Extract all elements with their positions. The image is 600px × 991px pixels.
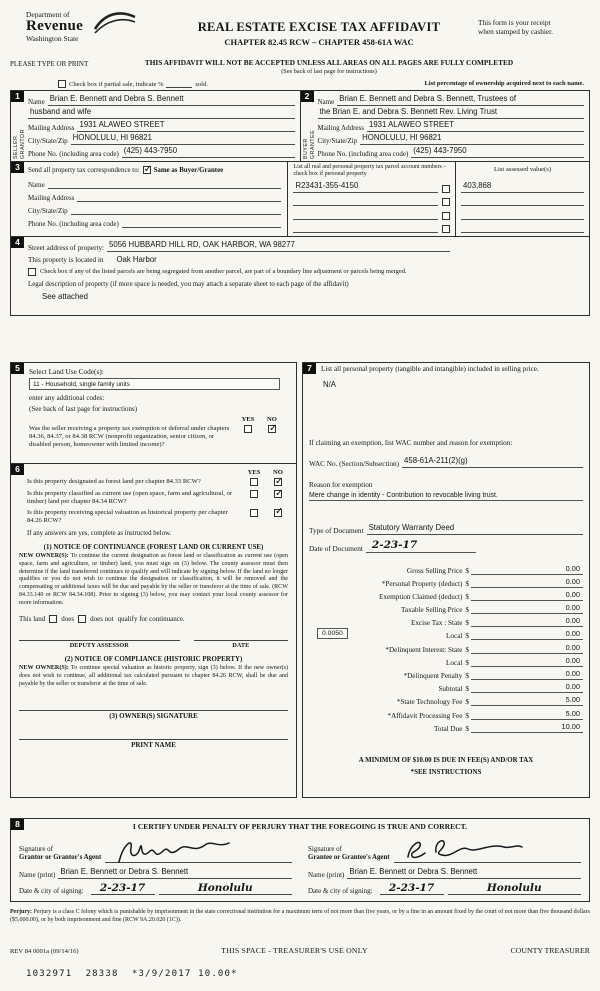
seller-address-label: Mailing Address: [28, 124, 75, 132]
grantor-city-input[interactable]: Honolulu: [159, 883, 292, 895]
assessor-signature-row: [19, 640, 288, 649]
assessed-values-header: List assessed value(s): [493, 166, 552, 173]
exemption-no-checkbox[interactable]: [268, 425, 276, 433]
delinquent-interest-local-input[interactable]: 0.00: [471, 656, 583, 667]
grantor-name-print-input[interactable]: Brian E. Bennett or Debra S. Bennett: [58, 867, 292, 879]
delinquent-penalty-input[interactable]: 0.00: [471, 669, 583, 680]
agency-state-label: Washington State: [26, 34, 79, 43]
fee-row-technology-fee: *State Technology Fee $ 5.00: [309, 693, 583, 706]
forest-land-question-row: [11, 476, 296, 488]
doc-type-input[interactable]: Statutory Warranty Deed: [367, 523, 583, 535]
excise-tax-local-label: Local: [446, 632, 463, 641]
state-technology-fee-input[interactable]: 5.00: [471, 695, 583, 706]
grantee-date-city-label: Date & city of signing:: [308, 887, 373, 895]
parcel-row-4: [293, 220, 450, 234]
seller-side-word-1: SELLER: [13, 135, 19, 159]
taxable-selling-price-label: Taxable Selling Price: [401, 606, 463, 615]
notice-compliance-lead: NEW OWNER(S):: [19, 665, 69, 672]
assessor-date-line[interactable]: DATE: [194, 640, 288, 649]
section-3-badge: 3: [11, 162, 24, 173]
buyer-address-label: Mailing Address: [317, 124, 364, 132]
receipt-note-line-1: This form is your receipt: [478, 18, 551, 27]
correspondence-column: [11, 162, 288, 236]
excise-tax-state-input[interactable]: 0.00: [471, 616, 583, 627]
grantee-name-print-label: Name (print): [308, 871, 345, 879]
notice-continuance-body: [19, 553, 288, 607]
designation-section: [10, 463, 297, 798]
current-use-question: Is this property classified as current use (open space, farm and agricultural, or timber) land per chapter 84.34 RCW?: [27, 490, 233, 506]
grantor-name-print-label: Name (print): [19, 871, 56, 879]
property-location-section: [10, 236, 590, 316]
does-label: does: [61, 615, 75, 624]
parcel-numbers-column: [288, 162, 456, 236]
receipt-note-line-2: when stamped by cashier.: [478, 27, 553, 37]
forest-land-question: Is this property designated as forest land per chapter 84.33 RCW?: [27, 478, 201, 485]
type-or-print-label: PLEASE TYPE OR PRINT: [10, 60, 89, 68]
fee-row-excise-local: 0.0050 Local $ 0.00: [309, 627, 583, 640]
exemption-yes-checkbox[interactable]: [244, 425, 252, 433]
notice-continuance-text: To continue the current designation as forest land or classification as current use (open space, farm and agriculture, or timber) land, you must sign on (3) below. The county assessor must then determine if the land transferred continues to qualify and will indicate by signing below. If the land no longer qualifies or you do not wish to continue the designation or classification, it will be removed and the compensating or additional taxes will be due and payable by the seller or transferor at the time of sale. (RCW 84.33.140 or RCW 84.34.108). Prior to signing (3) below, you may contact your local county assessor for more information.: [19, 553, 288, 606]
taxable-selling-price-input[interactable]: 0.00: [471, 603, 583, 614]
affidavit-processing-fee-input[interactable]: 5.00: [471, 709, 583, 720]
buyer-name-input[interactable]: Brian E. Bennett and Debra S. Bennett, Trustees of: [337, 94, 584, 106]
wac-number-label: WAC No. (Section/Subsection): [309, 460, 400, 469]
assessed-row-3: [461, 206, 584, 220]
grantee-signature-label: [308, 846, 390, 863]
historic-yes-checkbox[interactable]: [250, 509, 258, 517]
current-use-question-row: [11, 488, 296, 506]
forest-no-checkbox[interactable]: [274, 478, 282, 486]
grantor-signature-field[interactable]: [105, 833, 292, 863]
cashier-receipt-stamp: 1032971 28338 *3/9/2017 10.00*: [26, 969, 238, 979]
grantor-signature-label: [19, 846, 101, 863]
seller-name-input-line2[interactable]: husband and wife: [28, 107, 295, 119]
completion-warning: THIS AFFIDAVIT WILL NOT BE ACCEPTED UNLESS ALL AREAS ON ALL PAGES ARE FULLY COMPLETED: [144, 58, 514, 67]
seller-side-word-2: GRANTOR: [20, 128, 26, 159]
land-use-section: [10, 362, 297, 464]
affidavit-processing-fee-label: *Affidavit Processing Fee: [387, 711, 463, 720]
assessed-value-input-3[interactable]: [461, 218, 584, 220]
buyer-side-word-2: GRANTEE: [309, 129, 316, 159]
grantor-signature-of-label: Signature of: [19, 845, 53, 853]
grantor-date-city-label: Date & city of signing:: [19, 887, 84, 895]
notice-compliance-title: (2) NOTICE OF COMPLIANCE (HISTORIC PROPERTY): [64, 656, 243, 664]
deputy-assessor-signature-line[interactable]: DEPUTY ASSESSOR: [19, 640, 180, 649]
fee-row-delinquent-interest-local: Local $ 0.00: [309, 654, 583, 667]
legal-description-label: Legal description of property (if more space is needed, you may attach a separate sheet to each page of the affidavit): [28, 281, 349, 288]
subtotal-label: Subtotal: [438, 685, 463, 694]
exemption-intro-label: If claiming an exemption, list WAC number and reason for exemption:: [309, 439, 513, 448]
located-in-value[interactable]: Oak Harbor: [116, 255, 157, 264]
grantor-signature-scribble: [111, 835, 241, 867]
forest-yes-checkbox[interactable]: [250, 478, 258, 486]
exemption-deferral-question: Was the seller receiving a property tax exemption or deferral under chapters 84.36, 84.37, or 84.38 RCW (nonprofit organization, senior citizen, or disabled person, homeowner with limited income)?: [29, 425, 230, 449]
grantee-date-input[interactable]: 2-23-17: [380, 883, 444, 895]
fee-row-subtotal: Subtotal $ 0.00: [309, 680, 583, 693]
agency-name-label: Revenue: [26, 18, 84, 34]
yes-column-label-6: YES: [247, 469, 261, 476]
personal-property-deduct-label: *Personal Property (deduct): [381, 579, 463, 588]
correspondence-name-input[interactable]: [48, 187, 282, 189]
correspondence-csz-label: City/State/Zip: [28, 207, 68, 215]
excise-tax-state-label: Excise Tax : State: [410, 619, 463, 628]
no-column-label: NO: [267, 416, 277, 423]
does-not-label: does not: [90, 615, 114, 624]
delinquent-interest-state-label: *Delinquent Interest: State: [385, 645, 463, 654]
title-block: [160, 8, 478, 47]
exemption-claimed-input[interactable]: 0.00: [471, 590, 583, 601]
wac-number-input[interactable]: 458-61A-211(2)(g): [402, 456, 583, 468]
certification-section: [10, 818, 590, 902]
see-instructions-note: *SEE INSTRUCTIONS: [410, 768, 482, 776]
yes-no-header-6: [11, 469, 296, 476]
instructions-row: [10, 58, 590, 75]
buyer-side-label: [303, 104, 316, 159]
parcel-number-input-3[interactable]: [293, 218, 438, 220]
seller-name-input[interactable]: Brian E. Bennett and Debra S. Bennett: [48, 94, 295, 106]
fee-row-gross: Gross Selling Price $ 0.00: [309, 561, 583, 574]
agency-logo-block: [10, 8, 160, 43]
dor-swoosh-logo-icon: [92, 9, 138, 35]
subtotal-input[interactable]: 0.00: [471, 682, 583, 693]
does-not-qualify-checkbox[interactable]: [78, 615, 86, 623]
fee-row-delinquent-penalty: *Delinquent Penalty $ 0.00: [309, 667, 583, 680]
if-yes-note: If any answers are yes, complete as instructed below.: [27, 530, 172, 538]
buyer-address-input[interactable]: 1931 ALAWEO STREET: [367, 120, 584, 132]
form-chapter-line: CHAPTER 82.45 RCW – CHAPTER 458-61A WAC: [224, 37, 414, 47]
treasurer-use-only-label: THIS SPACE - TREASURER'S USE ONLY: [221, 946, 368, 955]
land-use-label: Select Land Use Code(s):: [29, 366, 104, 376]
buyer-name-input-line2[interactable]: the Brian E. and Debra S. Bennett Rev. Living Trust: [318, 107, 585, 119]
gross-selling-price-label: Gross Selling Price: [406, 566, 463, 575]
street-address-input[interactable]: 5056 HUBBARD HILL RD, OAK HARBOR, WA 98277: [107, 240, 450, 252]
grantor-agent-label: Grantor or Grantor's Agent: [19, 854, 102, 862]
parcel-row-1: [293, 179, 450, 193]
excise-tax-local-input[interactable]: 0.00: [471, 629, 583, 640]
fee-table: [309, 561, 583, 732]
grantee-signature-scribble: [400, 835, 530, 867]
print-name-line[interactable]: PRINT NAME: [19, 739, 288, 749]
assessed-row-4: [461, 220, 584, 234]
parcel-row-3: [293, 206, 450, 220]
personal-property-checkbox-2[interactable]: [442, 198, 450, 206]
rev-form-number: REV 84 0001a (09/14/16): [10, 948, 79, 955]
section-2-badge: 2: [301, 91, 314, 102]
owners-signature-line[interactable]: (3) OWNER(S) SIGNATURE: [19, 710, 288, 720]
partial-sale-row: [10, 80, 590, 88]
street-address-label: Street address of property:: [28, 244, 105, 252]
grantee-date-city-row: [308, 883, 581, 895]
grantee-city-input[interactable]: Honolulu: [448, 883, 581, 895]
fee-row-processing-fee: *Affidavit Processing Fee $ 5.00: [309, 706, 583, 719]
seller-phone-label: Phone No. (including area code): [28, 150, 119, 158]
state-technology-fee-label: *State Technology Fee: [396, 698, 463, 707]
county-treasurer-label: COUNTY TREASURER: [510, 946, 590, 955]
tax-correspondence-section: [10, 161, 590, 237]
seller-csz-label: City/State/Zip: [28, 137, 68, 145]
fee-row-personal-property: *Personal Property (deduct) $ 0.00: [309, 575, 583, 588]
partial-sale-checkbox[interactable]: [58, 80, 66, 88]
personal-property-exemption-section: [302, 362, 590, 798]
fee-row-total-due: Total Due $ 10.00: [309, 720, 583, 733]
perjury-statement: [10, 908, 590, 924]
buyer-csz-input[interactable]: HONOLULU, HI 96821: [360, 133, 584, 145]
perjury-lead: Perjury:: [10, 909, 32, 915]
grantee-signature-block: [308, 833, 581, 863]
seller-phone-input[interactable]: (425) 443-7950: [122, 146, 295, 158]
segregated-label: Check box if any of the listed parcels are being segregated from another parcel, are part of a boundary line adjustment or parcels being merged.: [40, 268, 407, 275]
segregated-checkbox[interactable]: [28, 268, 36, 276]
parcel-row-2: [293, 193, 450, 207]
assessed-row-1: [461, 179, 584, 193]
personal-property-checkbox-3[interactable]: [442, 212, 450, 220]
minimum-fee-note: A MINIMUM OF $10.00 IS DUE IN FEE(S) AND/OR TAX: [358, 756, 534, 764]
buyer-side-word-1: BUYER: [302, 138, 309, 159]
fee-row-excise-state: Excise Tax : State $ 0.00: [309, 614, 583, 627]
parcel-number-input-2[interactable]: [293, 204, 438, 206]
fee-row-exemption-claimed: Exemption Claimed (deduct) $ 0.00: [309, 588, 583, 601]
exemption-deferral-question-row: [13, 423, 290, 450]
doc-date-label: Date of Document: [309, 544, 363, 554]
seller-csz-input[interactable]: HONOLULU, HI 96821: [71, 133, 295, 145]
local-rate-box: 0.0050: [317, 628, 348, 639]
seller-address-input[interactable]: 1931 ALAWEO STREET: [77, 120, 294, 132]
assessed-values-column: [456, 162, 589, 236]
notice-compliance-text: To continue special valuation as historic property, sign (3) below. If the new owner(s) does not wish to continue, all additional tax calculated pursuant to chapter 84.26 RCW, shall be due and payable by the seller or transferor at the time of sale.: [19, 665, 288, 687]
grantor-date-city-row: [19, 883, 308, 895]
land-use-code-input[interactable]: 11 - Household, single family units: [29, 378, 280, 390]
footer-row: [10, 946, 590, 955]
legal-description-value[interactable]: See attached: [42, 292, 88, 301]
parcel-number-input-1[interactable]: R23431-355-4150: [293, 181, 438, 193]
grantee-signature-field[interactable]: [394, 833, 581, 863]
fee-row-taxable: Taxable Selling Price $ 0.00: [309, 601, 583, 614]
delinquent-interest-state-input[interactable]: 0.00: [471, 643, 583, 654]
grantor-name-print-row: [19, 867, 308, 879]
land-use-see-back-note: (See back of last page for instructions): [29, 405, 138, 413]
buyer-grantee-section: [300, 91, 590, 161]
exemption-claimed-label: Exemption Claimed (deduct): [378, 592, 463, 601]
buyer-csz-label: City/State/Zip: [317, 137, 358, 145]
total-due-label: Total Due: [433, 724, 463, 733]
form-title: REAL ESTATE EXCISE TAX AFFIDAVIT: [197, 20, 441, 34]
qualify-suffix-label: qualify for continuance.: [117, 615, 185, 624]
certify-statement: I CERTIFY UNDER PENALTY OF PERJURY THAT THE FOREGOING IS TRUE AND CORRECT.: [132, 822, 468, 831]
grantee-agent-label: Grantee or Grantee's Agent: [308, 854, 390, 862]
see-back-note: (See back of last page for instructions): [281, 68, 377, 75]
correspondence-csz-input[interactable]: [71, 213, 282, 215]
assessed-value-input-1[interactable]: 403,868: [461, 181, 584, 193]
buyer-name-label: Name: [317, 98, 335, 106]
located-in-label: This property is located in: [28, 256, 104, 264]
receipt-note: [478, 8, 590, 37]
does-qualify-checkbox[interactable]: [49, 615, 57, 623]
seller-grantor-section: [11, 91, 300, 161]
grantor-signature-block: [19, 833, 308, 863]
partial-sale-suffix: sold.: [195, 81, 208, 88]
notice-compliance-body: [19, 665, 288, 688]
continuance-qualify-row: [19, 615, 288, 623]
correspondence-name-label: Name: [28, 181, 45, 189]
personal-property-deduct-input[interactable]: 0.00: [471, 577, 583, 588]
section-6-badge: 6: [11, 464, 24, 475]
partial-sale-group: [58, 80, 208, 88]
yes-column-label: YES: [241, 416, 255, 423]
personal-property-value[interactable]: N/A: [323, 380, 336, 390]
gross-selling-price-input[interactable]: 0.00: [471, 564, 583, 575]
assessed-value-input-2[interactable]: [461, 204, 584, 206]
historic-property-question-row: [11, 507, 296, 525]
grantee-signature-of-label: Signature of: [308, 845, 342, 853]
section-4-badge: 4: [11, 237, 24, 248]
historic-property-question: Is this property receiving special valuation as historical property per chapter 84.26 RCW?: [27, 508, 228, 524]
assessed-row-2: [461, 193, 584, 207]
warning-block: [128, 58, 530, 75]
historic-no-checkbox[interactable]: [274, 509, 282, 517]
yes-no-header-5: [13, 416, 290, 423]
ownership-percentage-note: List percentage of ownership acquired next to each name.: [424, 80, 584, 87]
personal-property-label: List all personal property (tangible and intangible) included in selling price.: [321, 365, 539, 373]
section-8-badge: 8: [11, 819, 24, 830]
current-use-yes-checkbox[interactable]: [250, 490, 258, 498]
parties-section: [10, 90, 590, 162]
delinquent-interest-local-label: Local: [446, 658, 463, 667]
blank-gap: [10, 316, 590, 362]
correspondence-address-label: Mailing Address: [28, 194, 75, 202]
no-column-label-6: NO: [273, 469, 283, 476]
seller-name-label: Name: [28, 98, 45, 106]
parcel-number-input-4[interactable]: [293, 231, 438, 233]
partial-sale-percent-input[interactable]: [166, 81, 192, 88]
send-correspondence-label: Send all property tax correspondence to:: [28, 166, 140, 174]
section-7-badge: 7: [303, 363, 316, 374]
grantee-name-print-row: [308, 867, 581, 879]
seller-side-label: [13, 104, 26, 159]
same-as-buyer-label: Same as Buyer/Grantee: [153, 166, 224, 174]
parcel-numbers-header: List all real and personal property tax parcel account numbers – check box if personal property: [293, 164, 447, 178]
fee-row-delinquent-interest-state: *Delinquent Interest: State $ 0.00: [309, 640, 583, 653]
notice-continuance-title: (1) NOTICE OF CONTINUANCE (FOREST LAND OR CURRENT USE): [43, 544, 264, 552]
total-due-input[interactable]: 10.00: [471, 722, 583, 733]
middle-columns: [10, 362, 590, 798]
buyer-phone-input[interactable]: (425) 443-7950: [411, 146, 584, 158]
buyer-phone-label: Phone No. (including area code): [317, 150, 409, 158]
perjury-body: Perjury is a class C felony which is punishable by imprisonment in the state correctional institution for a maximum term of not more than five years, or by a fine in an amount fixed by the court of not more than five thousand dollars ($5,000.00), or by both imprisonment and fine (RCW 9A.20.020 (1C)).: [10, 909, 590, 924]
current-use-no-checkbox[interactable]: [274, 490, 282, 498]
doc-type-label: Type of Document: [309, 526, 364, 536]
personal-property-checkbox-1[interactable]: [442, 185, 450, 193]
doc-date-input[interactable]: 2-23-17: [366, 540, 476, 553]
partial-sale-label: Check box if partial sale, indicate %: [69, 81, 164, 88]
notice-continuance-lead: NEW OWNER(S):: [19, 553, 69, 560]
correspondence-phone-label: Phone No. (including area code): [28, 220, 119, 228]
personal-property-checkbox-4[interactable]: [442, 225, 450, 233]
agency-dept-of-label: Department of: [26, 10, 70, 19]
assessed-value-input-4[interactable]: [461, 231, 584, 233]
form-header: [10, 8, 590, 56]
grantee-name-print-input[interactable]: Brian E. Bennett or Debra S. Bennett: [347, 867, 581, 879]
this-land-label: This land: [19, 615, 46, 624]
reason-exemption-label: Reason for exemption: [309, 481, 373, 490]
section-5-badge: 5: [11, 363, 24, 374]
correspondence-phone-input[interactable]: [122, 226, 282, 228]
delinquent-penalty-label: *Delinquent Penalty: [403, 672, 463, 681]
section-1-badge: 1: [11, 91, 24, 102]
same-as-buyer-checkbox[interactable]: [143, 166, 151, 174]
additional-codes-label: enter any additional codes:: [29, 394, 105, 402]
correspondence-address-input[interactable]: [77, 200, 281, 202]
grantor-date-input[interactable]: 2-23-17: [91, 883, 155, 895]
reason-exemption-input[interactable]: Mere change in identity - Contribution to revocable living trust.: [309, 492, 583, 501]
